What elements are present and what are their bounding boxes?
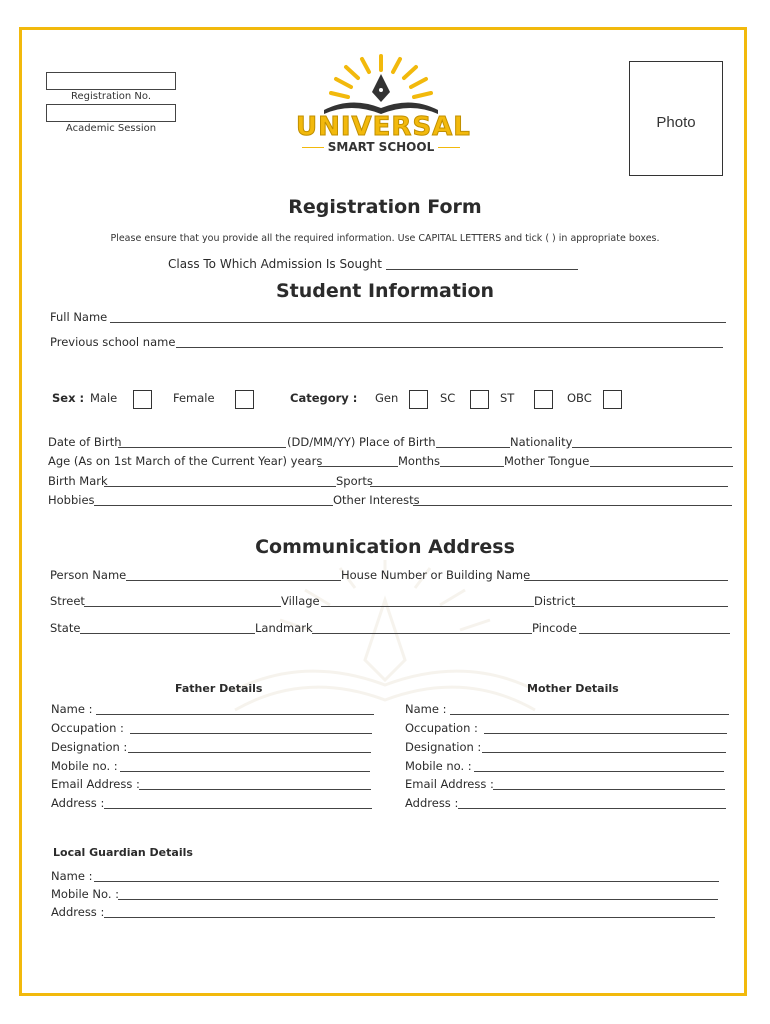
house-number-field[interactable] <box>524 580 728 581</box>
mother-name-field[interactable] <box>450 714 729 715</box>
mother-tongue-label: Mother Tongue <box>504 454 590 468</box>
school-logo <box>296 52 471 157</box>
mother-tongue-field[interactable] <box>590 466 733 467</box>
mother-designation-field[interactable] <box>482 752 726 753</box>
academic-session-box[interactable] <box>46 104 176 122</box>
previous-school-label: Previous school name <box>50 335 176 349</box>
st-checkbox[interactable] <box>534 390 553 409</box>
sc-label: SC <box>440 391 456 405</box>
sports-label: Sports <box>336 474 373 488</box>
mother-email-field[interactable] <box>493 789 725 790</box>
father-email-label: Email Address : <box>51 777 140 791</box>
father-address-field[interactable] <box>104 808 372 809</box>
hobbies-field[interactable] <box>94 505 333 506</box>
mother-email-label: Email Address : <box>405 777 494 791</box>
house-number-label: House Number or Building Name <box>341 568 531 582</box>
student-info-title: Student Information <box>275 280 495 302</box>
landmark-field[interactable] <box>312 633 532 634</box>
full-name-field[interactable] <box>110 322 726 323</box>
guardian-name-label: Name : <box>51 869 93 883</box>
mother-address-field[interactable] <box>458 808 726 809</box>
district-label: District <box>534 594 576 608</box>
female-checkbox[interactable] <box>235 390 254 409</box>
pincode-field[interactable] <box>579 633 730 634</box>
village-field[interactable] <box>321 606 534 607</box>
gen-checkbox[interactable] <box>409 390 428 409</box>
guardian-address-field[interactable] <box>104 917 715 918</box>
street-field[interactable] <box>84 606 281 607</box>
age-label: Age (As on 1st March of the Current Year) years <box>48 454 323 468</box>
guardian-name-field[interactable] <box>94 881 719 882</box>
pincode-label: Pincode <box>532 621 577 635</box>
other-interests-field[interactable] <box>413 505 732 506</box>
father-name-field[interactable] <box>96 714 374 715</box>
father-details-title: Father Details <box>175 682 263 695</box>
father-designation-field[interactable] <box>128 752 371 753</box>
father-mobile-label: Mobile no. : <box>51 759 118 773</box>
photo-label: Photo <box>656 114 696 131</box>
other-interests-label: Other Interests <box>333 493 420 507</box>
communication-address-title: Communication Address <box>255 536 515 558</box>
form-instruction: Please ensure that you provide all the required information. Use CAPITAL LETTERS and tick ( ) in appropriate boxes. <box>110 233 660 244</box>
months-label: Months <box>398 454 441 468</box>
village-label: Village <box>281 594 320 608</box>
father-address-label: Address : <box>51 796 105 810</box>
book-pen-sunburst-icon <box>296 52 466 114</box>
nationality-label: Nationality <box>510 435 573 449</box>
previous-school-field[interactable] <box>176 347 723 348</box>
sports-field[interactable] <box>370 486 728 487</box>
st-label: ST <box>500 391 515 405</box>
mother-address-label: Address : <box>405 796 459 810</box>
mother-designation-label: Designation : <box>405 740 482 754</box>
guardian-mobile-label: Mobile No. : <box>51 887 120 901</box>
person-name-label: Person Name <box>50 568 127 582</box>
class-sought-label: Class To Which Admission Is Sought <box>168 257 382 271</box>
father-name-label: Name : <box>51 702 93 716</box>
landmark-label: Landmark <box>255 621 313 635</box>
school-name: UNIVERSAL <box>296 112 471 142</box>
father-email-field[interactable] <box>139 789 371 790</box>
state-field[interactable] <box>80 633 255 634</box>
father-occupation-field[interactable] <box>130 733 372 734</box>
guardian-address-label: Address : <box>51 905 105 919</box>
obc-label: OBC <box>567 391 592 405</box>
guardian-details-title: Local Guardian Details <box>53 846 193 859</box>
male-label: Male <box>90 391 118 405</box>
birth-mark-field[interactable] <box>104 486 336 487</box>
age-months-field[interactable] <box>440 466 504 467</box>
form-title: Registration Form <box>288 196 482 218</box>
watermark-logo-icon <box>225 560 545 720</box>
full-name-label: Full Name <box>50 310 108 324</box>
father-mobile-field[interactable] <box>120 771 370 772</box>
academic-session-label: Academic Session <box>65 123 157 134</box>
registration-number-label: Registration No. <box>70 91 152 102</box>
place-of-birth-label: (DD/MM/YY) Place of Birth <box>287 435 436 449</box>
place-of-birth-field[interactable] <box>436 447 510 448</box>
gen-label: Gen <box>375 391 399 405</box>
hobbies-label: Hobbies <box>48 493 95 507</box>
mother-mobile-label: Mobile no. : <box>405 759 472 773</box>
birth-mark-label: Birth Mark <box>48 474 108 488</box>
photo-box[interactable] <box>629 61 723 176</box>
school-subtitle: SMART SCHOOL <box>296 140 466 154</box>
mother-details-title: Mother Details <box>527 682 619 695</box>
registration-number-box[interactable] <box>46 72 176 90</box>
mother-mobile-field[interactable] <box>474 771 724 772</box>
father-occupation-label: Occupation : <box>51 721 124 735</box>
father-designation-label: Designation : <box>51 740 128 754</box>
nationality-field[interactable] <box>572 447 732 448</box>
female-label: Female <box>173 391 215 405</box>
age-years-field[interactable] <box>318 466 398 467</box>
sc-checkbox[interactable] <box>470 390 489 409</box>
state-label: State <box>50 621 81 635</box>
obc-checkbox[interactable] <box>603 390 622 409</box>
district-field[interactable] <box>572 606 728 607</box>
class-sought-field[interactable] <box>386 269 578 270</box>
male-checkbox[interactable] <box>133 390 152 409</box>
mother-name-label: Name : <box>405 702 447 716</box>
guardian-mobile-field[interactable] <box>118 899 718 900</box>
mother-occupation-label: Occupation : <box>405 721 478 735</box>
person-name-field[interactable] <box>126 580 341 581</box>
mother-occupation-field[interactable] <box>484 733 727 734</box>
street-label: Street <box>50 594 85 608</box>
dob-field[interactable] <box>118 447 286 448</box>
sex-label: Sex : <box>52 391 85 405</box>
dob-label: Date of Birth <box>48 435 122 449</box>
category-label: Category : <box>290 391 358 405</box>
